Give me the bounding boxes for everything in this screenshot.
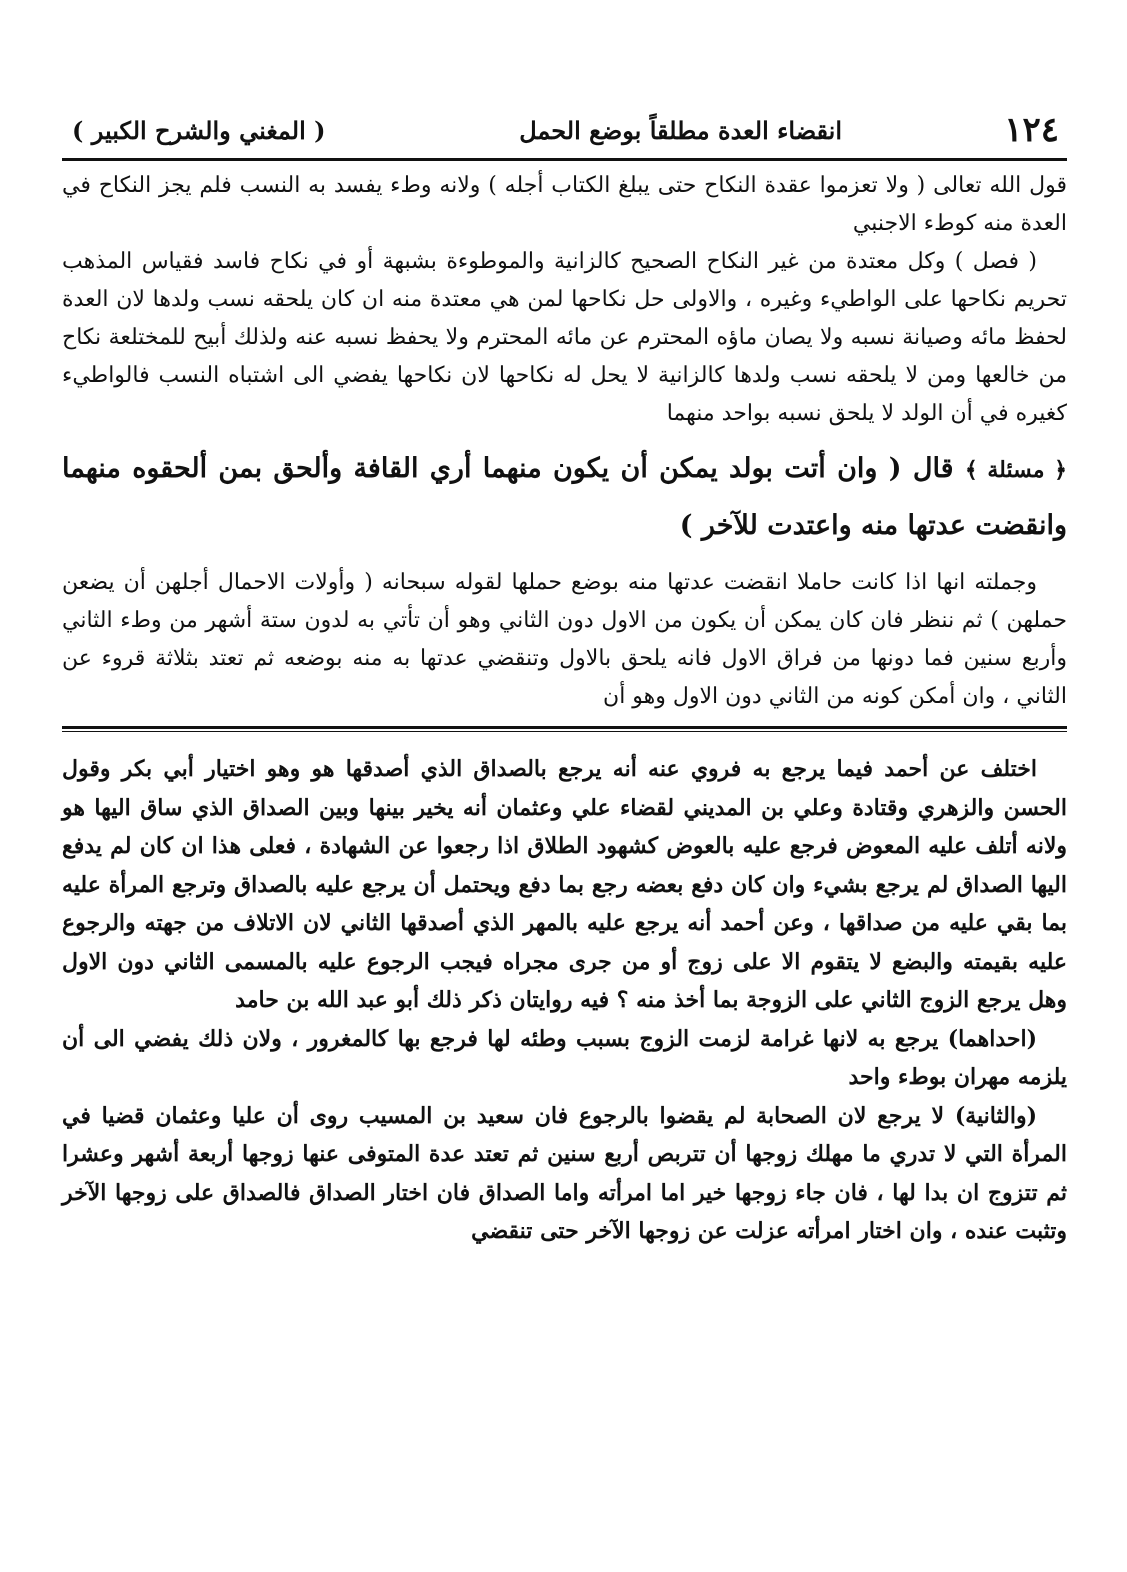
- masala-marker: ﴿ مسئلة ﴾: [964, 457, 1067, 483]
- section-divider: [62, 726, 1067, 732]
- explanation-paragraph: وجملته انها اذا كانت حاملا انقضت عدتها منه بوضع حملها لقوله سبحانه ( وأولات الاحمال أجلهن أن يضعن حملهن ) ثم ننظر فان كان يمكن أن يكون من الاول دون الثاني وهو أن تأتي به لدون ستة أشهر من وطء الثاني وأربع سنين فما دونها من فراق الاول فانه يلحق بالاول وتنقضي عدتها به منه بوضعه ثم تعتد بثلاثة قروء عن الثاني ، وان أمكن كونه من الثاني دون الاول وهو أن: [62, 570, 1067, 709]
- commentary-paragraph: اختلف عن أحمد فيما يرجع به فروي عنه أنه يرجع بالصداق الذي أصدقها هو وهو اختيار أبي بكر وقول الحسن والزهري وقتادة وعلي بن المديني لقضاء علي وعثمان أنه يخير بينها وبين الصداق الذي ساق اليها هو ولانه أتلف عليه المعوض فرجع عليه بالعوض كشهود الطلاق اذا رجعوا عن الشهادة ، فعلى هذا ان كان لم يدفع اليها الصداق لم يرجع بشيء وان كان دفع بعضه رجع بما دفع ويحتمل أن يرجع عليه بالصداق وترجع المرأة عليه بما بقي عليه من صداقها ، وعن أحمد أنه يرجع عليه بالمهر الذي أصدقها الثاني لان الاتلاف من جهته والرجوع عليه بقيمته والبضع لا يتقوم الا على زوج أو من جرى مجراه فيجب الرجوع عليه بالمسمى الثاني دون الاول وهل يرجع الزوج الثاني على الزوجة بما أخذ منه ؟ فيه روايتان ذكر ذلك أبو عبد الله بن حامد: [62, 756, 1068, 1013]
- page-header: [62, 110, 1067, 158]
- commentary-paragraph: (والثانية) لا يرجع لان الصحابة لم يقضوا بالرجوع فان سعيد بن المسيب روى أن عليا وعثمان قضيا في المرأة التي لا تدري ما مهلك زوجها أن تتربص أربع سنين ثم تعتد عدة المتوفى عنها زوجها أربعة أشهر وعشرا ثم تتزوج ان بدا لها ، فان جاء زوجها خير اما امرأته واما الصداق فان اختار الصداق فالصداق على زوجها الآخر وتثبت عنده ، وان اختار امرأته عزلت عن زوجها الآخر حتى تنقضي: [62, 1102, 1067, 1244]
- chapter-title: انقضاء العدة مطلقاً بوضع الحمل: [519, 116, 842, 145]
- commentary-paragraph: (احداهما) يرجع به لانها غرامة لزمت الزوج بسبب وطئه لها فرجع بها كالمغرور ، ولان ذلك يفضي الى أن يلزمه مهران بوطء واحد: [62, 1025, 1067, 1090]
- header-rule: [62, 158, 1067, 161]
- masala-text: قال ( وان أتت بولد يمكن أن يكون منهما أري القافة وألحق بمن ألحقوه منهما وانقضت عدتها منه واعتدت للآخر ): [62, 453, 1067, 541]
- commentary-text: [62, 750, 1067, 1251]
- page: [62, 110, 1067, 1251]
- main-text: [62, 167, 1067, 716]
- masala-heading: [62, 441, 1067, 554]
- main-paragraph: قول الله تعالى ( ولا تعزموا عقدة النكاح حتى يبلغ الكتاب أجله ) ولانه وطء يفسد به النسب فلم يجز النكاح في العدة منه كوطء الاجنبي: [62, 173, 1067, 236]
- fasl-paragraph: ( فصل ) وكل معتدة من غير النكاح الصحيح كالزانية والموطوءة بشبهة أو في نكاح فاسد فقياس المذهب تحريم نكاحها على الواطيء وغيره ، والاولى حل نكاحها لمن هي معتدة منه ان كان يلحقه نسب ولدها لان العدة لحفظ مائه وصيانة نسبه ولا يصان ماؤه المحترم عن مائه المحترم ولا يحفظ نسبه عنه ولذلك أبيح للمختلعة نكاح من خالعها ومن لا يلحقه نسب ولدها كالزانية لا يحل له نكاحها لان نكاحها يفضي الى اشتباه النسب فالواطيء كغيره في أن الولد لا يلحق نسبه بواحد منهما: [62, 249, 1067, 426]
- page-number: ١٢٤: [1004, 110, 1059, 150]
- book-title: ( المغني والشرح الكبير ): [72, 116, 326, 145]
